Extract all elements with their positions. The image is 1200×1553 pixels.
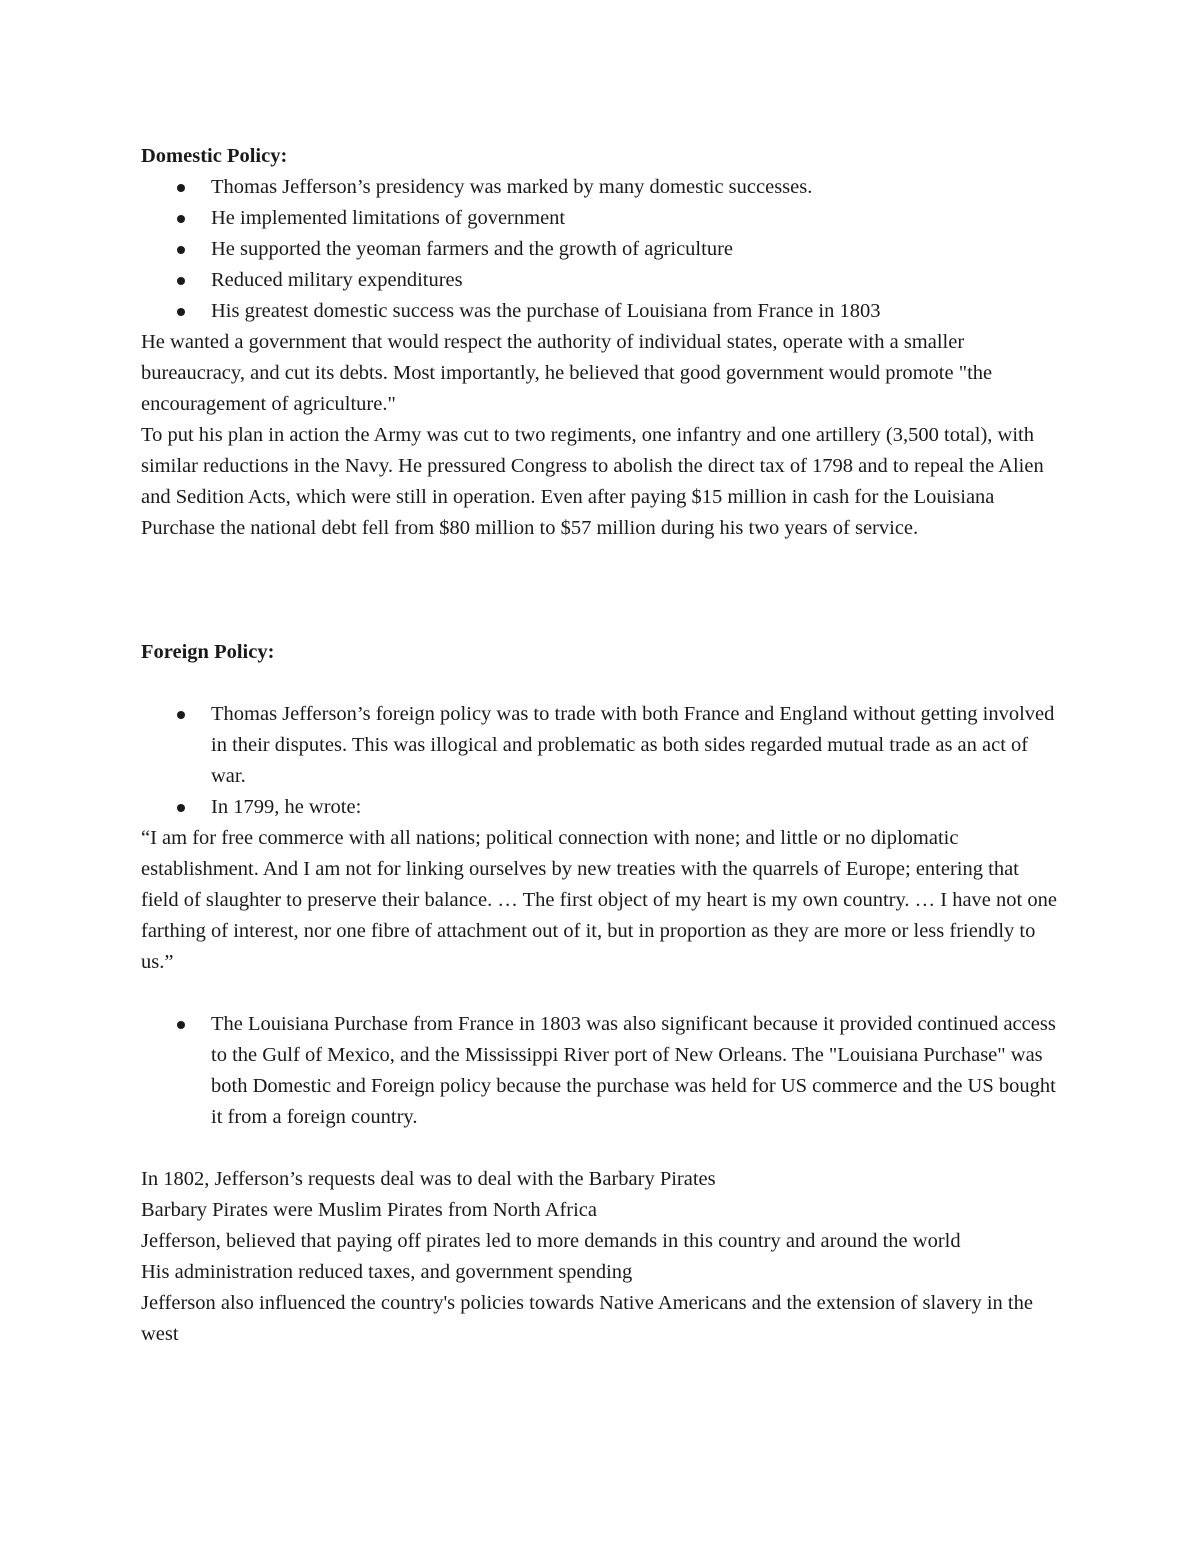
foreign-policy-heading: Foreign Policy: [141, 641, 275, 663]
list-item: He implemented limitations of government [141, 203, 1061, 234]
spacer [141, 575, 1061, 606]
list-item: He supported the yeoman farmers and the growth of agriculture [141, 234, 1061, 265]
list-item: Reduced military expenditures [141, 265, 1061, 296]
domestic-paragraph-2: To put his plan in action the Army was cut to two regiments, one infantry and one artillery (3,500 total), with similar reductions in the Navy. He pressured Congress to abolish the direct tax of 1798 and to repeal the Alien and Sedition Acts, which were still in operation. Even after paying $15 million in cash for the Louisiana Purchase the national debt fell from $80 million to $57 million during his two years of service. [141, 424, 1044, 539]
list-item: Thomas Jefferson’s foreign policy was to trade with both France and England without getting involved in their disputes. This was illogical and problematic as both sides regarded mutual trade as an act of war. [141, 699, 1061, 792]
taxes-line: His administration reduced taxes, and government spending [141, 1261, 633, 1283]
pirates-payment-line: Jefferson, believed that paying off pirates led to more demands in this country and around the world [141, 1230, 961, 1252]
list-item: The Louisiana Purchase from France in 1803 was also significant because it provided continued access to the Gulf of Mexico, and the Mississippi River port of New Orleans. The "Louisiana Purchase" was both Domestic and Foreign policy because the purchase was held for US commerce and the US bought it from a foreign country. [141, 1009, 1061, 1133]
barbary-line-1: In 1802, Jefferson’s requests deal was to deal with the Barbary Pirates [141, 1168, 716, 1190]
foreign-policy-list-2 [141, 1009, 1061, 1133]
spacer [141, 978, 1061, 1009]
barbary-line-2: Barbary Pirates were Muslim Pirates from North Africa [141, 1199, 598, 1221]
spacer [141, 606, 1061, 637]
domestic-policy-heading: Domestic Policy: [141, 145, 288, 167]
jefferson-quote: “I am for free commerce with all nations; political connection with none; and little or no diplomatic establishment. And I am not for linking ourselves by new treaties with the quarrels of Europe; entering that field of slaughter to preserve their balance. … The first object of my heart is my own country. … I have not one farthing of interest, nor one fibre of attachment out of it, but in proportion as they are more or less friendly to us.” [141, 827, 1057, 973]
foreign-policy-list [141, 699, 1061, 823]
native-americans-line: Jefferson also influenced the country's policies towards Native Americans and the extension of slavery in the west [141, 1292, 1033, 1345]
list-item: Thomas Jefferson’s presidency was marked by many domestic successes. [141, 172, 1061, 203]
list-item: In 1799, he wrote: [141, 792, 1061, 823]
spacer [141, 544, 1061, 575]
spacer [141, 1133, 1061, 1164]
domestic-policy-list [141, 172, 1061, 327]
spacer [141, 668, 1061, 699]
list-item: His greatest domestic success was the purchase of Louisiana from France in 1803 [141, 296, 1061, 327]
document-page [141, 141, 1061, 1350]
domestic-paragraph-1: He wanted a government that would respect the authority of individual states, operate with a smaller bureaucracy, and cut its debts. Most importantly, he believed that good government would promote "the encouragement of agriculture." [141, 331, 993, 415]
